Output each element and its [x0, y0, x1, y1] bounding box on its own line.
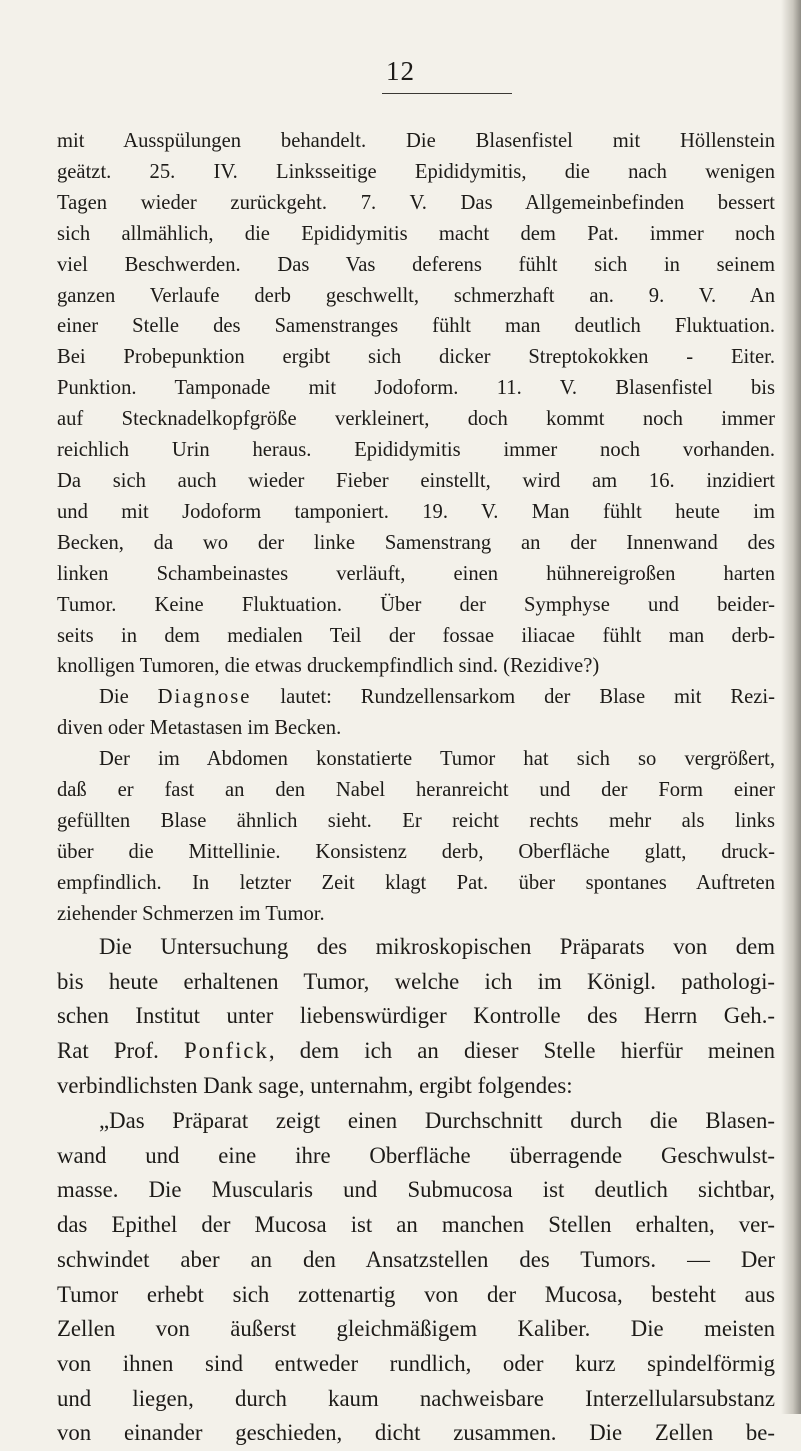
- line-prefix: Rat Prof.: [57, 1038, 184, 1064]
- text-line: sich allmählich, die Epididymitis macht dem Pat. immer noch: [57, 222, 775, 245]
- text-line: gefüllten Blase ähnlich sieht. Er reicht rechts mehr als links: [57, 809, 775, 832]
- text-line: knolligen Tumoren, die etwas druckempfindlich sind. (Rezidive?): [57, 655, 600, 678]
- diagnosis-paragraph: [57, 682, 775, 744]
- text-line: schwindet aber an den Ansatzstellen des Tumors. — Der: [57, 1246, 775, 1272]
- text-line: geätzt. 25. IV. Linksseitige Epididymitis, die nach wenigen: [57, 160, 775, 183]
- text-line: Tumor erhebt sich zottenartig von der Mucosa, besteht aus: [57, 1281, 775, 1307]
- text-line: masse. Die Muscularis und Submucosa ist deutlich sichtbar,: [57, 1177, 775, 1203]
- text-line: und mit Jodoform tamponiert. 19. V. Man fühlt heute im: [57, 500, 775, 523]
- text-line: das Epithel der Mucosa ist an manchen Stellen erhalten, ver-: [57, 1212, 775, 1238]
- text-line: Tumor. Keine Fluktuation. Über der Symphyse und beider-: [57, 593, 775, 616]
- page-number-rule: [382, 93, 512, 94]
- text-line: empfindlich. In letzter Zeit klagt Pat. über spontanes Auftreten: [57, 871, 775, 894]
- line-rest: , dem ich an dieser Stelle hierfür meinen: [268, 1038, 776, 1064]
- text-line: schen Institut unter liebenswürdiger Kontrolle des Herrn Geh.-: [57, 1003, 775, 1029]
- diagnosis-line: [57, 682, 775, 713]
- case-history-block: [57, 126, 775, 682]
- text-line: „Das Präparat zeigt einen Durchschnitt durch die Blasen-: [99, 1108, 775, 1133]
- examination-paragraph: [57, 930, 775, 1104]
- diagnosis-rest: lautet: Rundzellensarkom der Blase mit Rezi-: [251, 686, 776, 708]
- text-line: verbindlichsten Dank sage, unternahm, ergibt folgendes:: [57, 1072, 573, 1098]
- text-line: ziehender Schmerzen im Tumor.: [57, 902, 325, 925]
- diagnosis-prefix: Die: [99, 686, 158, 708]
- text-line: über die Mittellinie. Konsistenz derb, Oberfläche glatt, druck-: [57, 840, 775, 863]
- text-line: diven oder Metastasen im Becken.: [57, 716, 342, 739]
- tumor-findings-paragraph: [57, 744, 775, 929]
- text-line: reichlich Urin heraus. Epididymitis immer noch vorhanden.: [57, 439, 775, 462]
- text-line: Die Untersuchung des mikroskopischen Präparats von dem: [99, 934, 775, 959]
- text-line: daß er fast an den Nabel heranreicht und der Form einer: [57, 778, 775, 801]
- text-line: Da sich auch wieder Fieber einstellt, wird am 16. inzidiert: [57, 469, 775, 492]
- text-line: Bei Probepunktion ergibt sich dicker Streptokokken - Eiter.: [57, 346, 775, 369]
- text-line: von ihnen sind entweder rundlich, oder kurz spindelförmig: [57, 1350, 775, 1376]
- text-line: von einander geschieden, dicht zusammen. Die Zellen be-: [57, 1420, 775, 1446]
- page-edge-shadow: [781, 0, 801, 1414]
- text-line: ganzen Verlaufe derb geschwellt, schmerzhaft an. 9. V. An: [57, 284, 775, 307]
- text-line: linken Schambeinastes verläuft, einen hühnereigroßen harten: [57, 562, 775, 585]
- text-line: mit Ausspülungen behandelt. Die Blasenfistel mit Höllenstein: [57, 130, 775, 152]
- text-line: auf Stecknadelkopfgröße verkleinert, doch kommt noch immer: [57, 408, 775, 431]
- text-line: Becken, da wo der linke Samenstrang an der Innenwand des: [57, 531, 775, 554]
- text-line: Tagen wieder zurückgeht. 7. V. Das Allgemeinbefinden bessert: [57, 191, 775, 214]
- page-number: 12: [386, 56, 415, 86]
- text-line: [57, 1034, 775, 1069]
- diagnosis-word: Diagnose: [157, 686, 252, 708]
- text-line: einer Stelle des Samenstranges fühlt man deutlich Fluktuation.: [57, 315, 775, 338]
- text-line: seits in dem medialen Teil der fossae iliacae fühlt man derb-: [57, 624, 775, 647]
- text-line: bis heute erhaltenen Tumor, welche ich im Königl. pathologi-: [57, 968, 775, 994]
- text-line: und liegen, durch kaum nachweisbare Interzellularsubstanz: [57, 1385, 775, 1411]
- text-line: wand und eine ihre Oberfläche überragende Geschwulst-: [57, 1142, 775, 1168]
- text-line: Punktion. Tamponade mit Jodoform. 11. V. Blasenfistel bis: [57, 377, 775, 400]
- microscopy-quote-paragraph: [57, 1104, 775, 1451]
- text-line: Der im Abdomen konstatierte Tumor hat sich so vergrößert,: [99, 748, 775, 770]
- text-line: Zellen von äußerst gleichmäßigem Kaliber. Die meisten: [57, 1316, 775, 1342]
- person-name: Ponfick: [184, 1038, 269, 1064]
- text-line: viel Beschwerden. Das Vas deferens fühlt sich in seinem: [57, 253, 775, 276]
